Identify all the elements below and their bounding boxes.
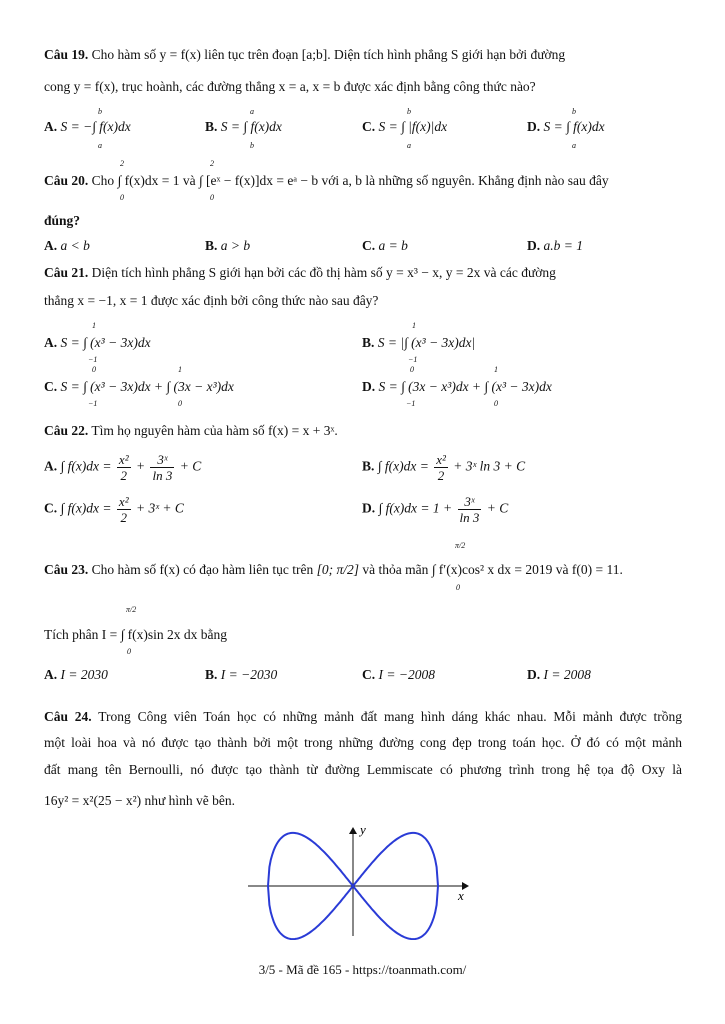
option-label: C. [44, 500, 58, 516]
option-mid: + [135, 458, 146, 474]
option-expr: a.b = 1 [543, 238, 583, 253]
frac-den: 2 [120, 468, 127, 483]
q21-option-a[interactable] [44, 334, 151, 352]
q19-stem1: Cho hàm số y = f(x) liên tục trên đoạn [a;b]. Diện tích hình phẳng S giới hạn bởi đường [91, 47, 566, 62]
frac-num: x² [436, 452, 446, 467]
option-expr: a > b [220, 238, 251, 253]
q21b-lower: −1 [408, 355, 418, 364]
frac-num: 3ˣ [458, 494, 482, 510]
frac-den: 2 [120, 510, 127, 525]
option-pre: ∫ f(x)dx = [377, 458, 429, 474]
q20-stem-line2: đúng? [44, 213, 81, 228]
option-expr: S = −∫ f(x)dx [60, 119, 131, 134]
q24-line1-text: Trong Công viên Toán học có những mảnh đất mang hình dáng khác nhau. Mỗi mảnh được trồng [98, 709, 682, 724]
option-expr: S = ∫ (x³ − 3x)dx [60, 335, 151, 350]
q24-line3: đất mang tên Bernoulli, nó được tạo thành từ đường Lemmiscate có phương trình trong hệ tọa độ Oxy là [44, 762, 682, 777]
option-label: B. [205, 119, 218, 134]
option-label: A. [44, 458, 58, 474]
q23-lower: 0 [456, 583, 460, 592]
q19-option-d[interactable] [527, 118, 605, 136]
option-expr: S = |∫ (x³ − 3x)dx| [377, 335, 476, 350]
q23-stem-b: và thỏa mãn ∫ f′(x)cos² x dx = 2019 và f(0) = 11. [362, 562, 623, 577]
q19a-upper: b [98, 107, 102, 116]
q19d-upper: b [572, 107, 576, 116]
q19b-upper: a [250, 107, 254, 116]
option-label: A. [44, 238, 58, 253]
q23-option-b[interactable] [205, 666, 277, 684]
option-label: A. [44, 667, 58, 682]
q22-option-b[interactable] [362, 452, 525, 483]
q23-interval: [0; π/2] [316, 562, 359, 577]
option-label: A. [44, 119, 58, 134]
page-footer: 3/5 - Mã đề 165 - https://toanmath.com/ [258, 962, 467, 977]
frac-num: x² [118, 452, 129, 467]
option-label: B. [205, 667, 218, 682]
option-expr: S = ∫ (3x − x³)dx + ∫ (x³ − 3x)dx [378, 379, 552, 394]
q23-i-lower: 0 [127, 647, 131, 656]
option-expr: S = ∫ |f(x)|dx [378, 119, 448, 134]
q21d-upper: 0 [410, 365, 414, 374]
q21a-lower: −1 [88, 355, 98, 364]
option-post: + C [179, 458, 202, 474]
q22-option-c[interactable] [44, 494, 184, 525]
q19-option-b[interactable] [205, 118, 282, 136]
q21c-upper: 0 [92, 365, 96, 374]
q24-label: Câu 24. [44, 709, 92, 724]
option-label: D. [527, 119, 541, 134]
frac [458, 494, 482, 525]
option-label: D. [527, 667, 541, 682]
q21-label: Câu 21. [44, 265, 89, 280]
q23-label: Câu 23. [44, 562, 89, 577]
q21-option-d[interactable] [362, 378, 552, 396]
option-label: B. [362, 335, 375, 350]
q23-upper: π/2 [455, 541, 466, 550]
option-label: C. [44, 379, 58, 394]
option-label: B. [205, 238, 218, 253]
q21a-upper: 1 [92, 321, 96, 330]
q20-label: Câu 20. [44, 173, 89, 188]
option-label: C. [362, 667, 376, 682]
frac [150, 452, 174, 483]
q21c-lower2: 0 [178, 399, 182, 408]
lemniscate-figure [240, 820, 480, 940]
q21c-upper2: 1 [178, 365, 182, 374]
option-expr: I = 2008 [543, 667, 591, 682]
option-expr: a = b [378, 238, 408, 253]
q23-stem-line1 [44, 561, 623, 579]
option-expr: I = −2008 [378, 667, 435, 682]
option-label: C. [362, 238, 376, 253]
frac-den: 2 [437, 468, 445, 483]
q21-stem1: Diện tích hình phẳng S giới hạn bởi các đồ thị hàm số y = x³ − x, y = 2x và các đường [91, 265, 556, 280]
option-post: + C [486, 500, 509, 516]
frac-num: x² [118, 494, 129, 509]
q19-option-a[interactable] [44, 118, 131, 136]
q21c-lower: −1 [88, 399, 98, 408]
q21b-upper: 1 [412, 321, 416, 330]
q20-stem1: Cho ∫ f(x)dx = 1 và ∫ [eˣ − f(x)]dx = eᵃ − b với a, b là những số nguyên. Khẳng định nào sau đây [91, 173, 609, 188]
option-expr: I = 2030 [60, 667, 108, 682]
q20-lim1-upper: 2 [120, 159, 124, 168]
q19-label: Câu 19. [44, 47, 89, 62]
frac-num: 3ˣ [150, 452, 174, 468]
option-label: D. [527, 238, 541, 253]
option-post: + 3ˣ + C [135, 500, 184, 516]
q22-label: Câu 22. [44, 423, 89, 438]
frac [117, 452, 131, 483]
q19b-lower: b [250, 141, 254, 150]
option-pre: ∫ f(x)dx = [60, 500, 112, 516]
option-pre: ∫ f(x)dx = 1 + [378, 500, 453, 516]
option-expr: S = ∫ (x³ − 3x)dx + ∫ (3x − x³)dx [60, 379, 234, 394]
option-label: D. [362, 500, 376, 516]
q20-option-a[interactable] [44, 237, 90, 255]
q19-stem-line2: cong y = f(x), trục hoành, các đường thẳng x = a, x = b được xác định bằng công thức nào? [44, 79, 536, 94]
q21d-upper2: 1 [494, 365, 498, 374]
option-expr: I = −2030 [220, 667, 278, 682]
q21-stem-line1 [44, 264, 556, 282]
q19-stem-line1 [44, 46, 565, 64]
q24-line2: một loài hoa và nó được tạo thành bởi một trong những đường cong đẹp trong toán học. Ở đó có một mảnh [44, 735, 682, 750]
q21-option-b[interactable] [362, 334, 475, 352]
q24-line1 [44, 708, 682, 726]
q23-option-c[interactable] [362, 666, 435, 684]
option-label: D. [362, 379, 376, 394]
q23-stem-line2: Tích phân I = ∫ f(x)sin 2x dx bằng [44, 627, 228, 642]
q19-option-c[interactable] [362, 118, 447, 136]
frac-den: ln 3 [459, 510, 480, 525]
q20-lim2-upper: 2 [210, 159, 214, 168]
frac [434, 452, 448, 483]
option-label: B. [362, 458, 375, 474]
q24-line4: 16y² = x²(25 − x²) như hình vẽ bên. [44, 793, 236, 808]
q20-stem-line1 [44, 172, 609, 190]
q22-option-d[interactable] [362, 494, 508, 525]
q20-lim1-lower: 0 [120, 193, 124, 202]
q22-stem-line [44, 422, 338, 440]
q19c-upper: b [407, 107, 411, 116]
q23-option-d[interactable] [527, 666, 591, 684]
q19a-lower: a [98, 141, 102, 150]
axis-y-label: y [360, 822, 366, 837]
frac [117, 494, 131, 525]
option-expr: S = ∫ f(x)dx [543, 119, 605, 134]
q21-stem-line2: thẳng x = −1, x = 1 được xác định bởi công thức nào sau đây? [44, 293, 379, 308]
q21d-lower2: 0 [494, 399, 498, 408]
q23-i-upper: π/2 [126, 605, 137, 614]
option-expr: S = ∫ f(x)dx [220, 119, 282, 134]
q23-stem-a: Cho hàm số f(x) có đạo hàm liên tục trên [91, 562, 314, 577]
q20-option-b[interactable] [205, 237, 250, 255]
q21-option-c[interactable] [44, 378, 234, 396]
option-expr: a < b [60, 238, 90, 253]
q21d-lower: −1 [406, 399, 416, 408]
q23-option-a[interactable] [44, 666, 108, 684]
q20-option-c[interactable] [362, 237, 408, 255]
q20-option-d[interactable] [527, 237, 583, 255]
q20-lim2-lower: 0 [210, 193, 214, 202]
axis-x-label: x [458, 888, 464, 903]
option-pre: ∫ f(x)dx = [60, 458, 112, 474]
q19d-lower: a [572, 141, 576, 150]
option-label: C. [362, 119, 376, 134]
option-post: + 3ˣ ln 3 + C [453, 458, 526, 474]
option-label: A. [44, 335, 58, 350]
q19c-lower: a [407, 141, 411, 150]
frac-den: ln 3 [152, 468, 173, 483]
q22-stem: Tìm họ nguyên hàm của hàm số f(x) = x + 3ˣ. [91, 423, 338, 438]
q22-option-a[interactable] [44, 452, 201, 483]
